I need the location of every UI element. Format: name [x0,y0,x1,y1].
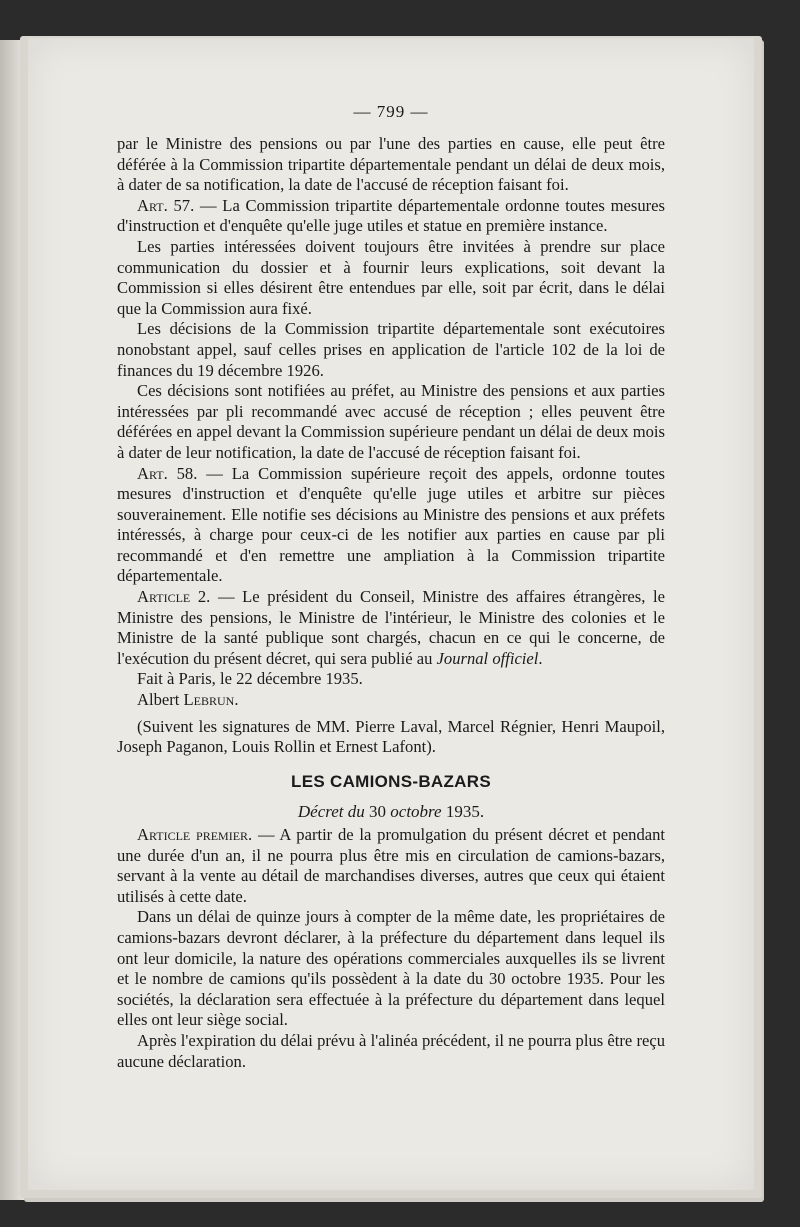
fait-a-paris: Fait à Paris, le 22 décembre 1935. [137,669,363,689]
journal-officiel: Journal officiel [436,648,539,668]
article-label: Art. 58. [137,463,198,483]
article-58: Art. 58. — La Commission supérieure reçoit des appels, ordonne toutes mesures d'instruction et d'enquête qu'elle juge utiles et arbitre sur pièces souverainement. Elle notifie ses décisions au Ministre des pensions et aux préfets intéressés, à charge pour ceux-ci de les notifier aux parties en cause par pli recommandé et d'en remettre une ampliation à la Commission tripartite départementale. [117,463,665,586]
signature: Albert Lebrun. [137,690,239,710]
page-number: — 799 — [353,102,429,121]
article-label: Article premier. [137,825,253,844]
page-content [117,134,665,1072]
article-premier: Article premier. — A partir de la promulgation du présent décret et pendant une durée d'un an, il ne pourra plus être mis en circulation de camions-bazars, servant à la vente au détail de marchandises diverses, autres que ceux qui étaient utilisés à cette date. [117,825,666,906]
article-label: Article 2. [137,587,211,607]
decree-date: Décret du 30 octobre 1935. [297,802,485,822]
signatories-note: (Suivent les signatures de MM. Pierre Laval, Marcel Régnier, Henri Maupoil, Joseph Paganon, Louis Rollin et Ernest Lafont). [117,716,665,757]
article-57: Art. 57. — La Commission tripartite départementale ordonne toutes mesures d'instruction et d'enquête qu'elle juge utiles et statue en première instance. [117,195,665,236]
article-label: Art. 57. [137,195,195,215]
paragraph-continuation: par le Ministre des pensions ou par l'une des parties en cause, elle peut être déférée à la Commission tripartite départementale pendant un délai de deux mois, à dater de sa notification, la date de l'accusé de réception faisant foi. [117,134,665,195]
article-2: Article 2. — Le président du Conseil, Ministre des affaires étrangères, le Ministre des pensions, le Ministre de l'intérieur, le Ministre des colonies et le Ministre de la santé publique sont chargés, chacun en ce qui le concerne, de l'exécution du présent décret, qui sera publié au Journal officiel. [117,587,665,668]
paragraph: Les parties intéressées doivent toujours être invitées à prendre sur place communication du dossier et à fournir leurs explications, soit devant la Commission si elles désirent être entendues par elle, soit par écrit, dans le délai que la Commission aura fixé. [117,236,665,318]
section-title: LES CAMIONS-BAZARS [291,771,491,791]
paragraph: Ces décisions sont notifiées au préfet, au Ministre des pensions et aux parties intéressées par pli recommandé avec accusé de réception ; elles peuvent être déférées en appel devant la Commission supérieure pendant un délai de deux mois à dater de leur notification, la date de l'accusé de réception faisant foi. [117,381,665,462]
paragraph: Après l'expiration du délai prévu à l'alinéa précédent, il ne pourra plus être reçu aucune déclaration. [117,1030,665,1071]
document-page [28,38,754,1190]
paragraph: Les décisions de la Commission tripartite départementale sont exécutoires nonobstant appel, sauf celles prises en application de l'article 102 de la loi de finances du 19 décembre 1926. [117,319,665,380]
paragraph: Dans un délai de quinze jours à compter de la même date, les propriétaires de camions-bazars devront déclarer, à la préfecture du département dans lequel ils ont leur domicile, la nature des opérations commerciales auxquelles ils se livrent et le nombre de camions qu'ils possèdent à la date du 30 octobre 1935. Pour les sociétés, la déclaration sera effectuée à la préfecture du département dans lequel elles ont leur siège social. [117,907,665,1030]
